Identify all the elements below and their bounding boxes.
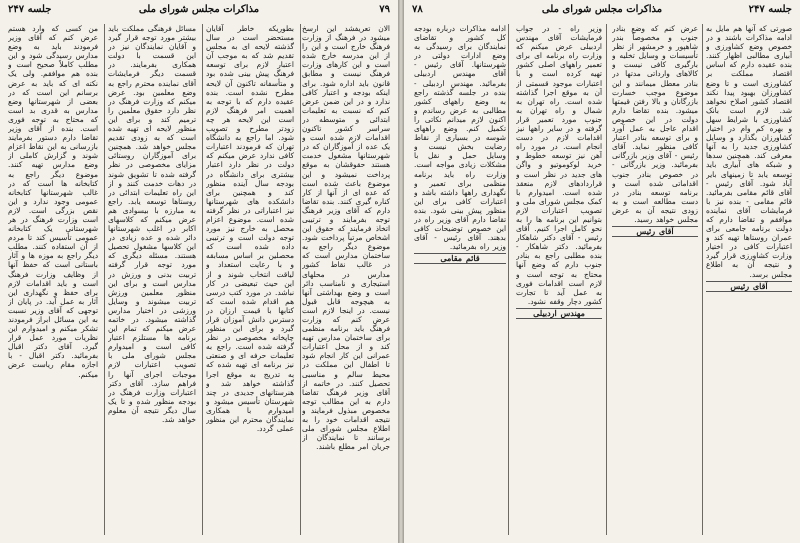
column-divider <box>300 24 301 535</box>
left-column-1-text: الان تعریفشد این ارسخ میشود در فرهنگ از وزارت فرهنگ خارج است و این را از این مدرسه خارج شده است و این کارهای وزارت فرهنگ نیست و مطابق قانون باید اداره شود. برای اینکه بودجه و اعتبار کافی ندارد و در این ضمن عرض کنم که نسبت به تعلیمات ابتدائی و متوسطه در سراسر کشور تاکنون اقدامات لازم شده است و یک عده از آموزگاران که در شهرستانها مشغول خدمت هستند حقوقشان به موقع پرداخت نمیشود و این موضوع باعث شده است که عده ای از آنها از کار کناره گیری کنند. بنده تقاضا دارم که آقای وزیر فرهنگ توجه بفرمایند و ترتیبی اتخاذ فرمایند که حقوق این اشخاص مرتباً پرداخت شود. موضوع دیگر راجع به ساختمان مدارس است که در غالب نقاط کشور مدارس در محلهای استیجاری و نامناسب دائر است و وضع بهداشتی آنها به هیچوجه قابل قبول نیست. در اینجا لازم است عرض کنم که وزارت فرهنگ باید برنامه منظمی برای ساختمان مدارس تهیه کند و از محل اعتبارات عمرانی این کار انجام شود تا اطفال این مملکت در محیط سالم و مناسبی تحصیل کنند. در خاتمه از آقای وزیر فرهنگ تقاضا دارم به این مطالب توجه مخصوص مبذول فرمایند و نتیجه اقدامات خود را به اطلاع مجلس شورای ملی برسانند تا نمایندگان از جریان امر مطلع باشند. <box>302 24 390 452</box>
right-column-2 <box>612 24 698 537</box>
left-page-number: ۷۹ <box>379 4 390 15</box>
column-divider <box>606 24 607 535</box>
left-column-1 <box>302 24 390 537</box>
left-column-2-text: بطوریکه خاطر آقایان مستحضر است در سال گذشته لایحه ای به مجلس تقدیم شد که به موجب آن اعتبار لازم برای توسعه فرهنگ پیش بینی شده بود و متأسفانه تاکنون آن لایحه مطرح نشده است. بنده عقیده دارم که با توجه به اهمیت امر فرهنگ لازم است این لایحه هر چه زودتر مطرح و تصویب شود. اما راجع به دانشگاه تهران که فرمودند اعتبارات کافی ندارد عرض میکنم که دولت در نظر دارد اعتبار بیشتری برای دانشگاه در بودجه سال آینده منظور کند و همچنین برای دانشکده های شهرستانها نیز اعتباراتی در نظر گرفته شده است. موضوع اعزام محصل به خارج نیز مورد توجه دولت است و ترتیبی داده شده است که محصلین بر اساس مسابقه و با رعایت استعداد و لیاقت انتخاب شوند و از این حیث تبعیضی در کار نباشد. در مورد کتب درسی هم اقدام شده است که کتابها با قیمت ارزان در دسترس دانش آموزان قرار گیرد و برای این منظور چاپخانه مخصوصی در نظر گرفته شده است. راجع به تعلیمات حرفه ای و صنعتی نیز برنامه ای تهیه شده که به تدریج به موقع اجرا گذاشته خواهد شد و هنرستانهای جدیدی در چند شهرستان تأسیس میشود و امیدوارم با همکاری نمایندگان محترم این منظور عملی گردد. <box>206 24 294 434</box>
column-divider <box>104 24 105 535</box>
speaker-heading: قائم مقامی <box>414 253 506 264</box>
left-page-header <box>8 4 390 20</box>
right-column-2-text: عرض کنم که وضع بنادر جنوب و مخصوصاً بندر شاهپور و خرمشهر از نظر تأسیسات و وسایل تخلیه و بارگیری کافی نیست و کالاهای وارداتی مدتها در بنادر معطل میمانند و این موضوع موجب خسارت بازرگانان و بالا رفتن قیمتها میشود. بنده تقاضا دارم دولت در این خصوص اقدام عاجل به عمل آورد و برای توسعه بنادر اعتبار کافی منظور نماید. آقای رئیس - آقای وزیر بازرگانی بفرمائید. وزیر بازرگانی - در خصوص بنادر جنوب اقداماتی شده است و برنامه توسعه بنادر در دست مطالعه است و به زودی نتیجه آن به عرض مجلس خواهد رسید. <box>612 24 698 224</box>
right-column-1 <box>706 24 792 537</box>
right-page-number: ۷۸ <box>412 4 423 15</box>
left-page-title: مذاکرات مجلس شورای ملی <box>138 4 260 15</box>
right-column-4 <box>414 24 506 537</box>
speaker-heading: آقای رئیس <box>612 226 698 237</box>
right-page-session: جلسه ۲۴۷ <box>748 4 792 15</box>
right-page <box>404 0 800 543</box>
left-column-3 <box>108 24 196 537</box>
column-divider <box>202 24 203 535</box>
speaker-heading: مهندس اردبیلی <box>516 308 602 319</box>
right-column-3 <box>516 24 602 537</box>
left-column-4-text: من کسی که وارد هستم عرض کنم که آقای وزیر فرمودند باید به وضع مدارس رسیدگی شود و این مطلب کاملاً صحیح است و بنده هم موافقم. ولی یک نکته ای که باید به عرض برسانم این است که در بعضی از شهرستانها وضع مدارس به قدری بد است که محتاج به توجه فوری است. بنده از آقای وزیر تقاضا دارم دستور بفرمایند بازرسانی به این نقاط اعزام شوند و گزارش کاملی از وضع مدارس تهیه کنند. موضوع دیگر راجع به کتابخانه ها است که در غالب شهرستانها کتابخانه عمومی وجود ندارد و این نقص بزرگی است. لازم است وزارت فرهنگ در هر شهرستانی یک کتابخانه عمومی تأسیس کند تا مردم از آن استفاده کنند. مطلب دیگر راجع به موزه ها و آثار باستانی است که حفظ آنها از وظایف وزارت فرهنگ است و باید اقدامات لازم برای حفظ و نگهداری این آثار به عمل آید. در پایان از توجهی که آقای وزیر نسبت به این مسائل ابراز فرمودند تشکر میکنم و امیدوارم این نظریات مورد عمل قرار گیرد. آقای دکتر اقبال بفرمائید. دکتر اقبال - با اجازه مقام ریاست عرض میکنم. <box>8 24 98 379</box>
column-divider <box>702 24 703 535</box>
right-page-header <box>412 4 792 20</box>
right-page-title: مذاکرات مجلس شورای ملی <box>541 4 663 15</box>
speaker-heading: آقای رئیس <box>706 281 792 292</box>
left-column-2 <box>206 24 294 537</box>
left-column-3-text: مسائل فرهنگی مملکت باید بیشتر مورد توجه قرار گیرد و آقایان نمایندگان نیز در این قسمت با دولت همکاری بفرمایند. در قسمت دیگر فرمایشات آقای نماینده محترم راجع به وضع معلمین بود. عرض میکنم که وزارت فرهنگ در نظر دارد حقوق معلمین را ترمیم کند و برای این منظور لایحه ای تهیه شده است که به زودی تقدیم مجلس خواهد شد. همچنین برای آموزگاران روستائی مزایای مخصوصی در نظر گرفته شده تا تشویق شوند در دهات خدمت کنند و از این راه تعلیمات ابتدائی در روستاها توسعه یابد. راجع به مبارزه با بیسوادی هم عرض میکنم که کلاسهای اکابر در اغلب شهرستانها دائر شده و عده زیادی در این کلاسها مشغول تحصیل هستند. مسئله دیگری که مورد توجه قرار گرفته تربیت بدنی و ورزش در مدارس است و برای این منظور معلمین ورزش تربیت میشوند و وسایل ورزشی در اختیار مدارس گذاشته میشود. در خاتمه عرض میکنم که تمام این برنامه ها مستلزم اعتبار کافی است و امیدوارم مجلس شورای ملی با تصویب اعتبارات لازم موجبات اجرای آنها را فراهم سازد. آقای دکتر اعتبارات وزارت فرهنگ در بودجه منظور شده و تا یک سال دیگر نتیجه آن معلوم خواهد شد. <box>108 24 196 425</box>
right-column-3-text: وزیر راه - در جواب فرمایشات آقای مهندس اردبیلی عرض میکنم که وزارت راه برنامه ای برای تعمیر راههای اصلی کشور تهیه کرده است و با اعتبارات موجود قسمتی از آن به موقع اجرا گذاشته شده است. راه تهران به شمال و راه تهران به جنوب مورد تعمیر قرار گرفته و در سایر راهها نیز اقدامات لازم در دست انجام است. در مورد راه آهن نیز توسعه خطوط و خرید لوکوموتیو و واگن های جدید در نظر است و قراردادهای لازم منعقد شده است. امیدوارم با کمک مجلس شورای ملی و تصویب اعتبارات لازم بتوانیم این برنامه ها را به نحو کامل اجرا کنیم. آقای رئیس - آقای دکتر شاهکار بفرمائید. دکتر شاهکار - بنده مطلبی راجع به بنادر جنوب دارم که وضع آنها محتاج به توجه است و لازم است اقدامات فوری به عمل آید تا تجارت کشور دچار وقفه نشود. <box>516 24 602 306</box>
right-column-1-text: صورتی که آنها هم مایل به ادامه مذاکرات باشند و در خصوص وضع کشاورزی و آبیاری مطالبی اظهار کنند. بنده عقیده دارم که اساس اقتصاد مملکت بر کشاورزی است و تا وضع کشاورزان بهبود پیدا نکند اقتصاد کشور اصلاح نخواهد شد. لازم است بانک کشاورزی با شرایط سهل و بهره کم وام در اختیار کشاورزان بگذارد و وسایل کشاورزی جدید را به آنها معرفی کند. همچنین سدها و شبکه های آبیاری باید توسعه یابد تا زمینهای بایر آباد شود. آقای رئیس - آقای قائم مقامی بفرمائید. قائم مقامی - بنده نیز با فرمایشات آقای نماینده موافقم و تقاضا دارم که دولت برنامه جامعی برای عمران روستاها تهیه کند و اعتبارات کافی در اختیار وزارت کشاورزی قرار گیرد و نتیجه آن به اطلاع مجلس برسد. <box>706 24 792 279</box>
right-column-4-text: ادامه مذاکرات درباره بودجه کل کشور و تقاضای نمایندگان برای رسیدگی به وضع ادارات دولتی در شهرستانها. آقای رئیس - آقای مهندس اردبیلی بفرمائید. مهندس اردبیلی - بنده در جلسه گذشته راجع به وضع راههای کشور مطالبی به عرض رساندم و اکنون لازم میدانم نکاتی را تکمیل کنم. وضع راههای شوسه در بسیاری از نقاط رضایت بخش نیست و وسایل حمل و نقل با مشکلات زیادی مواجه است. وزارت راه باید برنامه منظمی برای تعمیر و نگهداری راهها داشته باشد و اعتبارات کافی برای این منظور پیش بینی شود. بنده تقاضا دارم آقای وزیر راه در این خصوص توضیحات کافی بدهند. آقای رئیس - آقای وزیر راه بفرمائید. <box>414 24 506 252</box>
left-page <box>0 0 398 543</box>
column-divider <box>508 24 509 535</box>
left-column-4 <box>8 24 98 537</box>
left-page-session: جلسه ۲۴۷ <box>8 4 52 15</box>
